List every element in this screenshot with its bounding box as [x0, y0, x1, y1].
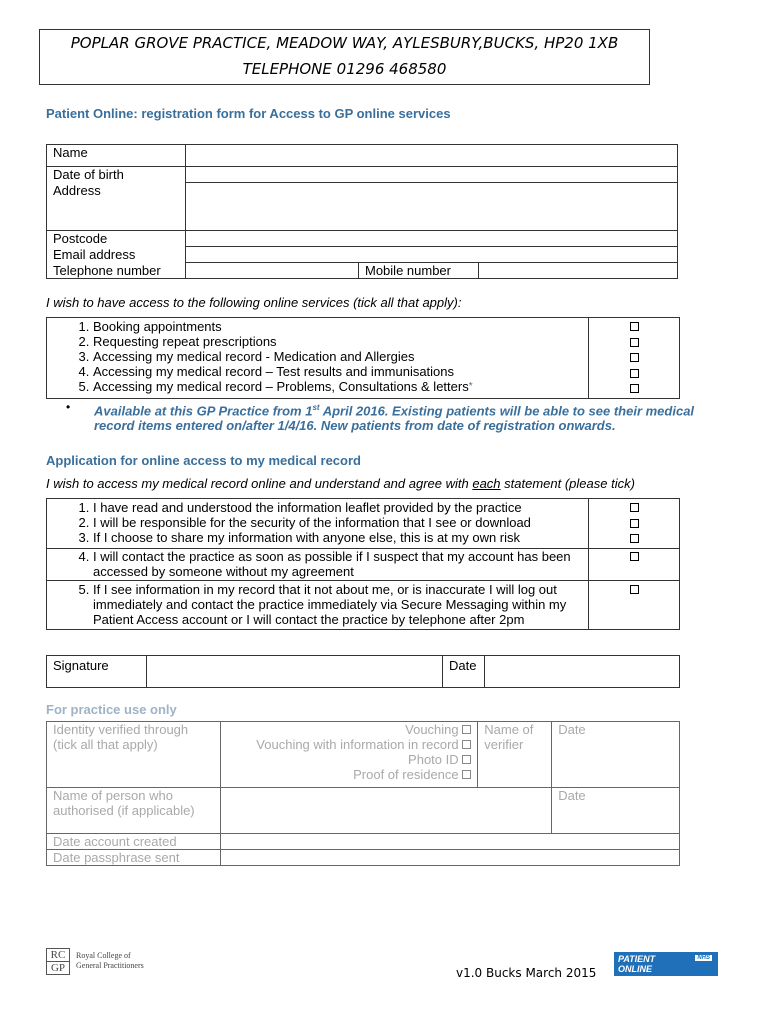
- address-field[interactable]: [186, 183, 678, 231]
- vouching-info-checkbox[interactable]: [462, 740, 471, 749]
- practice-header: [39, 29, 650, 85]
- bullet-icon: •: [66, 400, 71, 414]
- practice-use-title: For practice use only: [46, 702, 177, 717]
- service-checkbox[interactable]: [630, 322, 639, 331]
- note-part1: Available at this GP Practice from 1: [94, 403, 313, 419]
- passphrase-sent-label: Date passphrase sent: [47, 850, 221, 866]
- option-proof-residence: [227, 767, 472, 782]
- mobile-label: Mobile number: [359, 263, 479, 279]
- statement-checkbox[interactable]: [630, 519, 639, 528]
- passphrase-sent-field[interactable]: [220, 850, 679, 866]
- option-label: Proof of residence: [353, 767, 459, 782]
- services-list: [47, 319, 588, 394]
- photo-id-checkbox[interactable]: [462, 755, 471, 764]
- dob-field[interactable]: [186, 167, 678, 183]
- badge-line1: PATIENT: [618, 954, 656, 964]
- service-item-label: Accessing my medical record – Problems, Consultations & letters: [93, 379, 469, 394]
- statements-list-cont: [47, 549, 588, 579]
- intro-post: statement (please tick): [500, 476, 635, 491]
- rcgp-name: [76, 951, 144, 971]
- rcgp-logo: [46, 948, 70, 975]
- form-title: Patient Online: registration form for Access to GP online services: [46, 106, 451, 121]
- intro-pre: I wish to access my medical record online and understand and agree with: [46, 476, 473, 491]
- statements-table: [46, 498, 680, 630]
- patient-details-table: [46, 144, 678, 279]
- dob-label: Date of birth: [47, 167, 186, 183]
- practice-telephone: TELEPHONE 01296 468580: [242, 60, 447, 78]
- application-title: Application for online access to my medical record: [46, 453, 361, 468]
- signature-field[interactable]: [147, 656, 443, 688]
- statement-checkbox[interactable]: [630, 585, 639, 594]
- verifier-label: Name of verifier: [478, 722, 552, 788]
- service-checkbox[interactable]: [630, 384, 639, 393]
- service-item: 3. Accessing my medical record - Medication and Allergies: [93, 349, 588, 364]
- authorised-date-label: Date: [552, 788, 680, 834]
- statements-list-cont: [47, 582, 588, 627]
- statement-item: 3. If I choose to share my information with anyone else, this is at my own risk: [93, 530, 588, 545]
- service-checkbox[interactable]: [630, 353, 639, 362]
- rcgp-line2: General Practitioners: [76, 961, 144, 970]
- authorised-label: Name of person who authorised (if applicable): [47, 788, 221, 834]
- rcgp-rc: RC: [46, 948, 70, 962]
- service-item: [93, 379, 588, 394]
- vouching-checkbox[interactable]: [462, 725, 471, 734]
- service-item: 1. Booking appointments: [93, 319, 588, 334]
- intro-em: each: [472, 476, 501, 491]
- name-label: Name: [47, 145, 186, 167]
- mobile-field[interactable]: [479, 263, 678, 279]
- option-label: Photo ID: [408, 752, 459, 767]
- application-intro: [46, 476, 635, 491]
- availability-note: [66, 400, 706, 433]
- signature-label: Signature: [47, 656, 147, 688]
- postcode-label: Postcode: [47, 231, 186, 247]
- nhs-logo: NHS: [697, 955, 710, 961]
- statement-item: 2. I will be responsible for the security of the information that I see or download: [93, 515, 588, 530]
- account-created-label: Date account created: [47, 834, 221, 850]
- statement-item: 5. If I see information in my record that it not about me, or is inaccurate I will log out immediately and contact the practice immediately via Secure Messaging within my Patient Access account or I will contact the practice by telephone after 2pm: [93, 582, 588, 627]
- signature-date-label: Date: [443, 656, 485, 688]
- service-item: 2. Requesting repeat prescriptions: [93, 334, 588, 349]
- statement-checkbox[interactable]: [630, 503, 639, 512]
- practice-use-table: [46, 721, 680, 866]
- service-item: 4. Accessing my medical record – Test results and immunisations: [93, 364, 588, 379]
- statement-checkbox[interactable]: [630, 534, 639, 543]
- option-photo-id: [227, 752, 472, 767]
- verifier-date-label: Date: [552, 722, 680, 788]
- account-created-field[interactable]: [220, 834, 679, 850]
- authorised-field[interactable]: [220, 788, 551, 834]
- signature-table: [46, 655, 680, 688]
- email-label: Email address: [47, 247, 186, 263]
- patient-online-badge: [614, 952, 718, 976]
- statement-item: 1. I have read and understood the information leaflet provided by the practice: [93, 500, 588, 515]
- statement-checkbox[interactable]: [630, 552, 639, 561]
- telephone-field[interactable]: [186, 263, 359, 279]
- telephone-label: Telephone number: [47, 263, 186, 279]
- proof-residence-checkbox[interactable]: [462, 770, 471, 779]
- services-intro: I wish to have access to the following online services (tick all that apply):: [46, 295, 462, 310]
- practice-address: POPLAR GROVE PRACTICE, MEADOW WAY, AYLESBURY,BUCKS, HP20 1XB: [70, 34, 619, 52]
- version-label: v1.0 Bucks March 2015: [456, 966, 597, 980]
- signature-date-field[interactable]: [485, 656, 680, 688]
- email-field[interactable]: [186, 247, 678, 263]
- service-checkbox[interactable]: [630, 369, 639, 378]
- address-label: Address: [47, 183, 186, 231]
- identity-label: Identity verified through (tick all that apply): [47, 722, 221, 788]
- option-vouching-info: [227, 737, 472, 752]
- service-checkbox[interactable]: [630, 338, 639, 347]
- postcode-field[interactable]: [186, 231, 678, 247]
- note-part2: April 2016. Existing patients will be able to see their medical record items entered on/after 1/4/16. New patients from date of registration onwards.: [94, 403, 695, 434]
- note-sup: st: [312, 403, 320, 412]
- option-vouching: [227, 722, 472, 737]
- statements-list: [47, 500, 588, 545]
- badge-line2: ONLINE: [618, 964, 653, 974]
- name-field[interactable]: [186, 145, 678, 167]
- option-label: Vouching with information in record: [256, 737, 459, 752]
- option-label: Vouching: [405, 722, 459, 737]
- services-table: [46, 317, 680, 399]
- asterisk-mark: *: [468, 381, 473, 392]
- rcgp-line1: Royal College of: [76, 951, 131, 960]
- rcgp-gp: GP: [46, 962, 70, 975]
- statement-item: 4. I will contact the practice as soon as possible if I suspect that my account has been accessed by someone without my agreement: [93, 549, 588, 579]
